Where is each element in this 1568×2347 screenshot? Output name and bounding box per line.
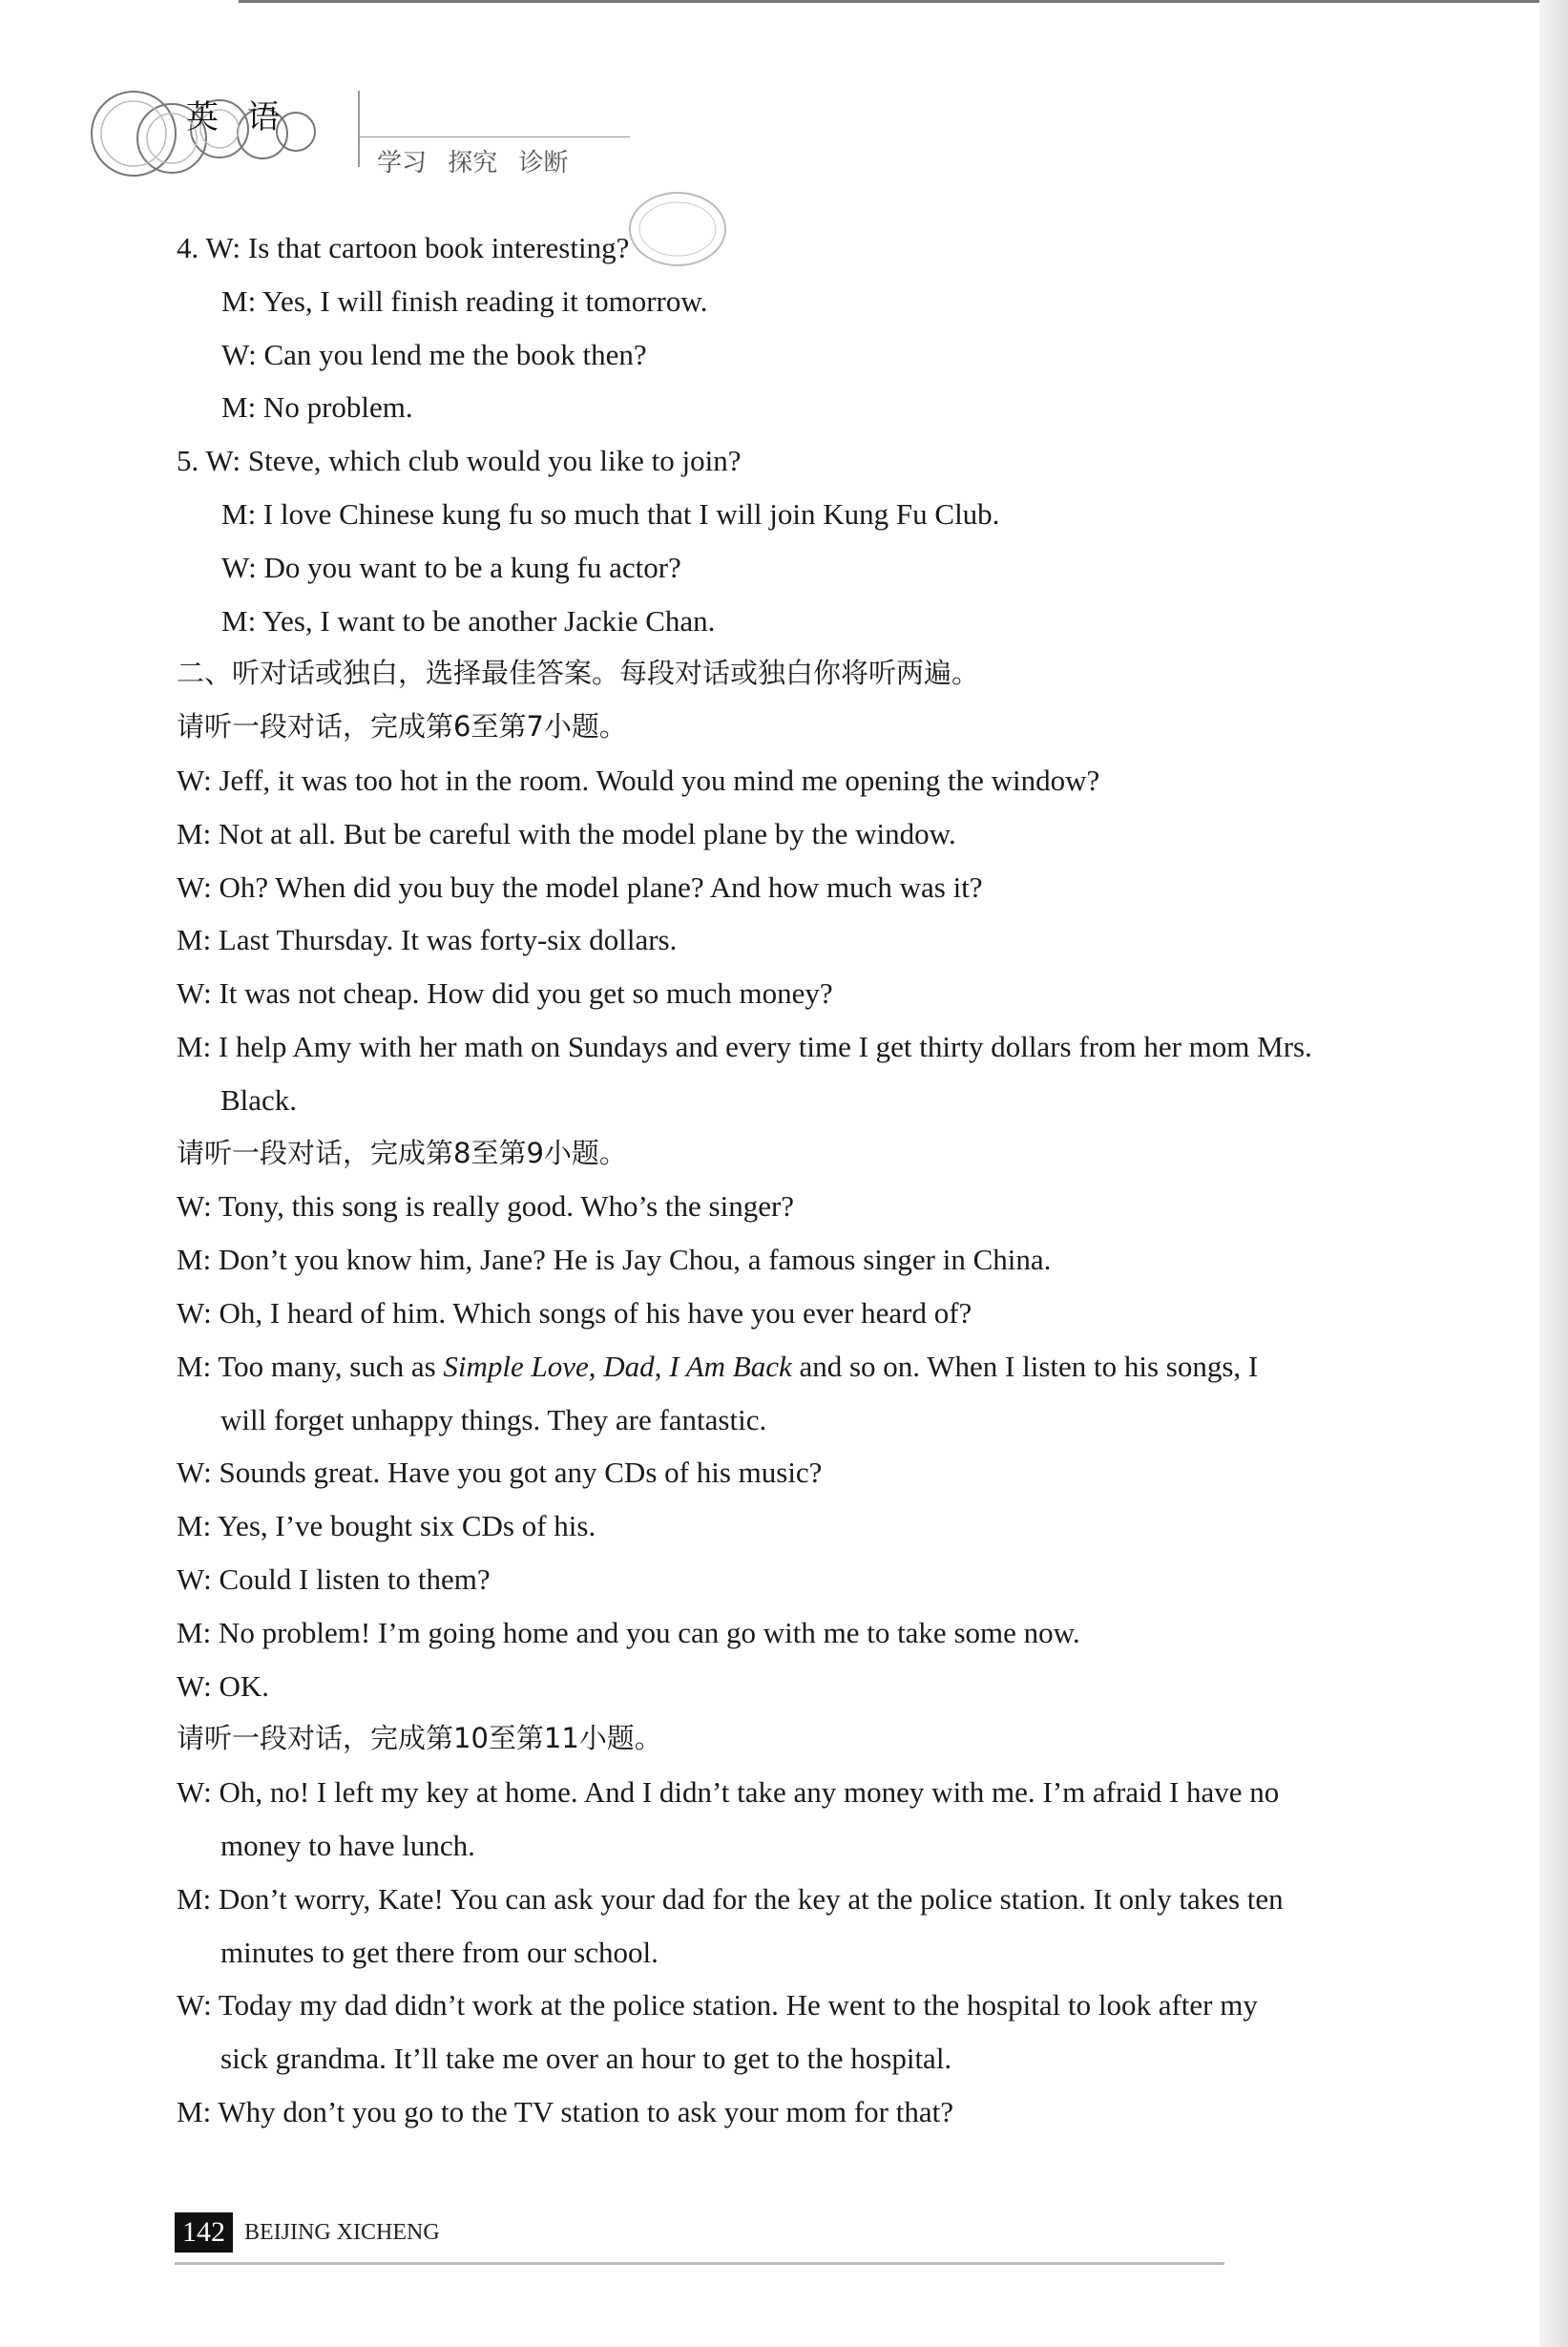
header-tagline: 学习 探究 诊断 bbox=[377, 149, 569, 178]
transcript-line: W: Tony, this song is really good. Who’s the singer? bbox=[177, 1189, 795, 1224]
transcript-line: sick grandma. It’ll take me over an hour to get to the hospital. bbox=[220, 2042, 952, 2076]
page-edge bbox=[1539, 0, 1568, 2347]
transcript-line: M: No problem! I’m going home and you can go with me to take some now. bbox=[177, 1615, 1080, 1649]
transcript-line: W: Could I listen to them? bbox=[177, 1561, 491, 1596]
section-instruction: 请听一段对话，完成第10至第11小题。 bbox=[177, 1722, 662, 1755]
transcript-line: W: Sounds great. Have you got any CDs of his music? bbox=[177, 1456, 823, 1490]
transcript-line: M: Why don’t you go to the TV station to ask your mom for that? bbox=[177, 2094, 953, 2128]
transcript-line: Black. bbox=[220, 1082, 298, 1117]
section-instruction: 请听一段对话，完成第6至第7小题。 bbox=[177, 710, 627, 744]
page-header bbox=[0, 0, 1568, 210]
transcript-line: minutes to get there from our school. bbox=[220, 1935, 659, 1969]
transcript-line: M: Don’t worry, Kate! You can ask your dad for the key at the police station. It only takes ten bbox=[177, 1881, 1284, 1916]
subject-title: 英语 bbox=[186, 98, 308, 136]
section-instruction: 二、听对话或独白，选择最佳答案。每段对话或独白你将听两遍。 bbox=[177, 657, 980, 690]
transcript-line: money to have lunch. bbox=[220, 1828, 475, 1862]
transcript-line: W: Oh, I heard of him. Which songs of his have you ever heard of? bbox=[177, 1295, 972, 1330]
transcript-line: M: Too many, such as Simple Love, Dad, I Am Back and so on. When I listen to his songs, I bbox=[177, 1349, 1259, 1383]
transcript-line: will forget unhappy things. They are fantastic. bbox=[220, 1402, 767, 1436]
transcript-line: M: Yes, I will finish reading it tomorrow. bbox=[221, 283, 708, 318]
top-rule bbox=[239, 0, 1568, 3]
transcript-line: W: Oh, no! I left my key at home. And I didn’t take any money with me. I’m afraid I have no bbox=[177, 1775, 1280, 1810]
transcript-line: W: Today my dad didn’t work at the police station. He went to the hospital to look after my bbox=[177, 1988, 1258, 2022]
transcript-line: M: Yes, I’ve bought six CDs of his. bbox=[177, 1509, 596, 1543]
transcript-line: M: I help Amy with her math on Sundays and every time I get thirty dollars from her mom Mrs. bbox=[177, 1029, 1312, 1063]
transcript-line: W: Can you lend me the book then? bbox=[221, 337, 647, 371]
transcript-line: W: Oh? When did you buy the model plane? And how much was it? bbox=[177, 870, 983, 904]
transcript-line: W: It was not cheap. How did you get so much money? bbox=[177, 976, 833, 1011]
section-instruction: 请听一段对话，完成第8至第9小题。 bbox=[177, 1136, 627, 1169]
transcript-line: W: Do you want to be a kung fu actor? bbox=[221, 550, 681, 584]
listening-transcript bbox=[177, 221, 1479, 2139]
transcript-line: 4. W: Is that cartoon book interesting? bbox=[177, 231, 630, 264]
transcript-line: M: I love Chinese kung fu so much that I will join Kung Fu Club. bbox=[221, 496, 1000, 531]
transcript-line: M: Yes, I want to be another Jackie Chan. bbox=[221, 603, 716, 638]
transcript-line: M: Don’t you know him, Jane? He is Jay Chou, a famous singer in China. bbox=[177, 1243, 1052, 1277]
publisher-label: BEIJING XICHENG bbox=[244, 2219, 440, 2245]
bottom-rule bbox=[175, 2262, 1224, 2265]
page-footer bbox=[175, 2212, 440, 2260]
transcript-line: M: Not at all. But be careful with the model plane by the window. bbox=[177, 816, 956, 850]
transcript-line: W: OK. bbox=[177, 1668, 269, 1703]
header-rule bbox=[358, 136, 630, 137]
transcript-line: 5. W: Steve, which club would you like to join? bbox=[177, 444, 742, 478]
transcript-line: M: Last Thursday. It was forty-six dollars. bbox=[177, 923, 678, 957]
transcript-line: W: Jeff, it was too hot in the room. Would you mind me opening the window? bbox=[177, 763, 1100, 797]
page-number: 142 bbox=[175, 2212, 233, 2253]
transcript-line: M: No problem. bbox=[221, 390, 413, 425]
header-divider bbox=[358, 91, 360, 167]
